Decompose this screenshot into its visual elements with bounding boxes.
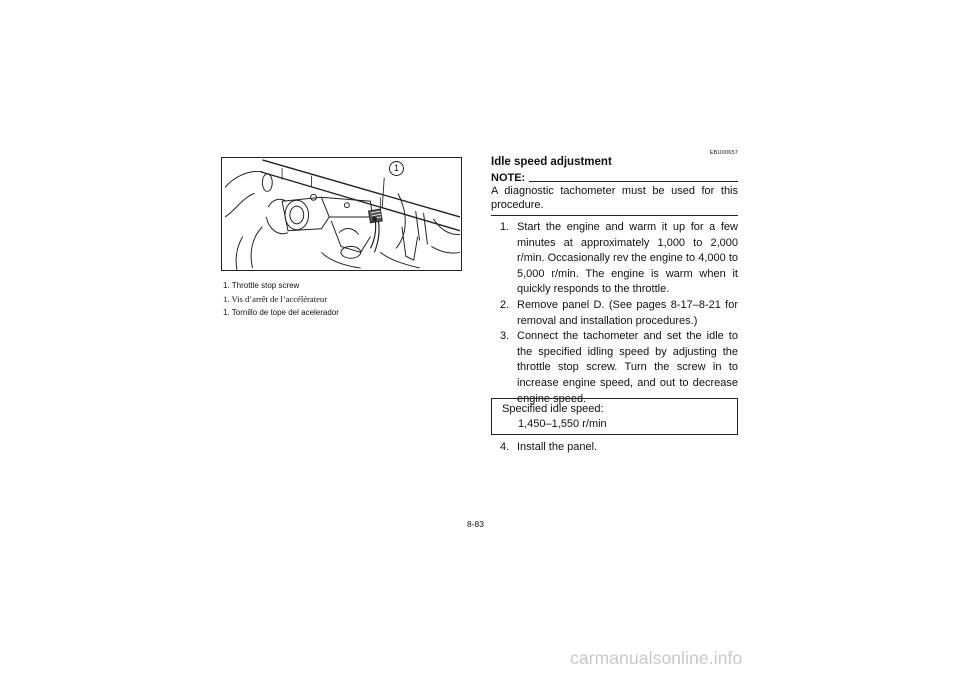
- step-item: [491, 440, 738, 456]
- section-title: Idle speed adjustment: [491, 156, 612, 168]
- caption-spanish: 1. Tornillo de tope del acelerador: [223, 308, 339, 317]
- note-divider: [529, 181, 738, 182]
- page-number: 8-83: [467, 519, 485, 529]
- note-label: NOTE:: [491, 172, 526, 184]
- spec-label: Specified idle speed:: [502, 403, 604, 415]
- step-number: 4.: [500, 441, 510, 453]
- note-bottom-divider: [491, 215, 738, 216]
- step-number: 1.: [500, 221, 510, 233]
- throttle-stop-screw-illustration: [221, 157, 462, 271]
- callout-number: 1: [389, 161, 404, 176]
- watermark: carmanualsonline.info: [570, 648, 743, 668]
- section-code: EBU00657: [709, 150, 738, 156]
- step-item: [491, 329, 738, 407]
- step-text: Connect the tachometer and set the idle to the specified idling speed by adjusting the throttle stop screw. Turn the screw in to increase engine speed, and out to decrease engine speed.: [517, 330, 738, 405]
- step-item: [491, 220, 738, 298]
- step-number: 3.: [500, 330, 510, 343]
- caption-english: 1. Throttle stop screw: [223, 281, 300, 290]
- step-row: [491, 440, 738, 456]
- step-item: [491, 298, 738, 329]
- step-number: 2.: [500, 298, 510, 311]
- spec-value: 1,450–1,550 r/min: [518, 418, 607, 430]
- step-text: Start the engine and warm it up for a few minutes at approximately 1,000 to 2,000 r/min. Occasionally rev the engine to 4,000 to 5,000 r/min. The engine is warm when it quickly responds to the throttle.: [517, 221, 738, 296]
- figure-captions: [223, 279, 473, 320]
- procedure-steps: [491, 220, 738, 407]
- spec-box: [491, 398, 738, 435]
- caption-french: 1. Vis d’arrêt de l’accélérateur: [223, 293, 328, 304]
- note-text: A diagnostic tachometer must be used for this procedure.: [491, 185, 738, 211]
- step-text: Remove panel D. (See pages 8-17–8-21 for removal and installation procedures.): [517, 298, 738, 327]
- note-header: [491, 172, 738, 185]
- step-text: Install the panel.: [517, 441, 598, 453]
